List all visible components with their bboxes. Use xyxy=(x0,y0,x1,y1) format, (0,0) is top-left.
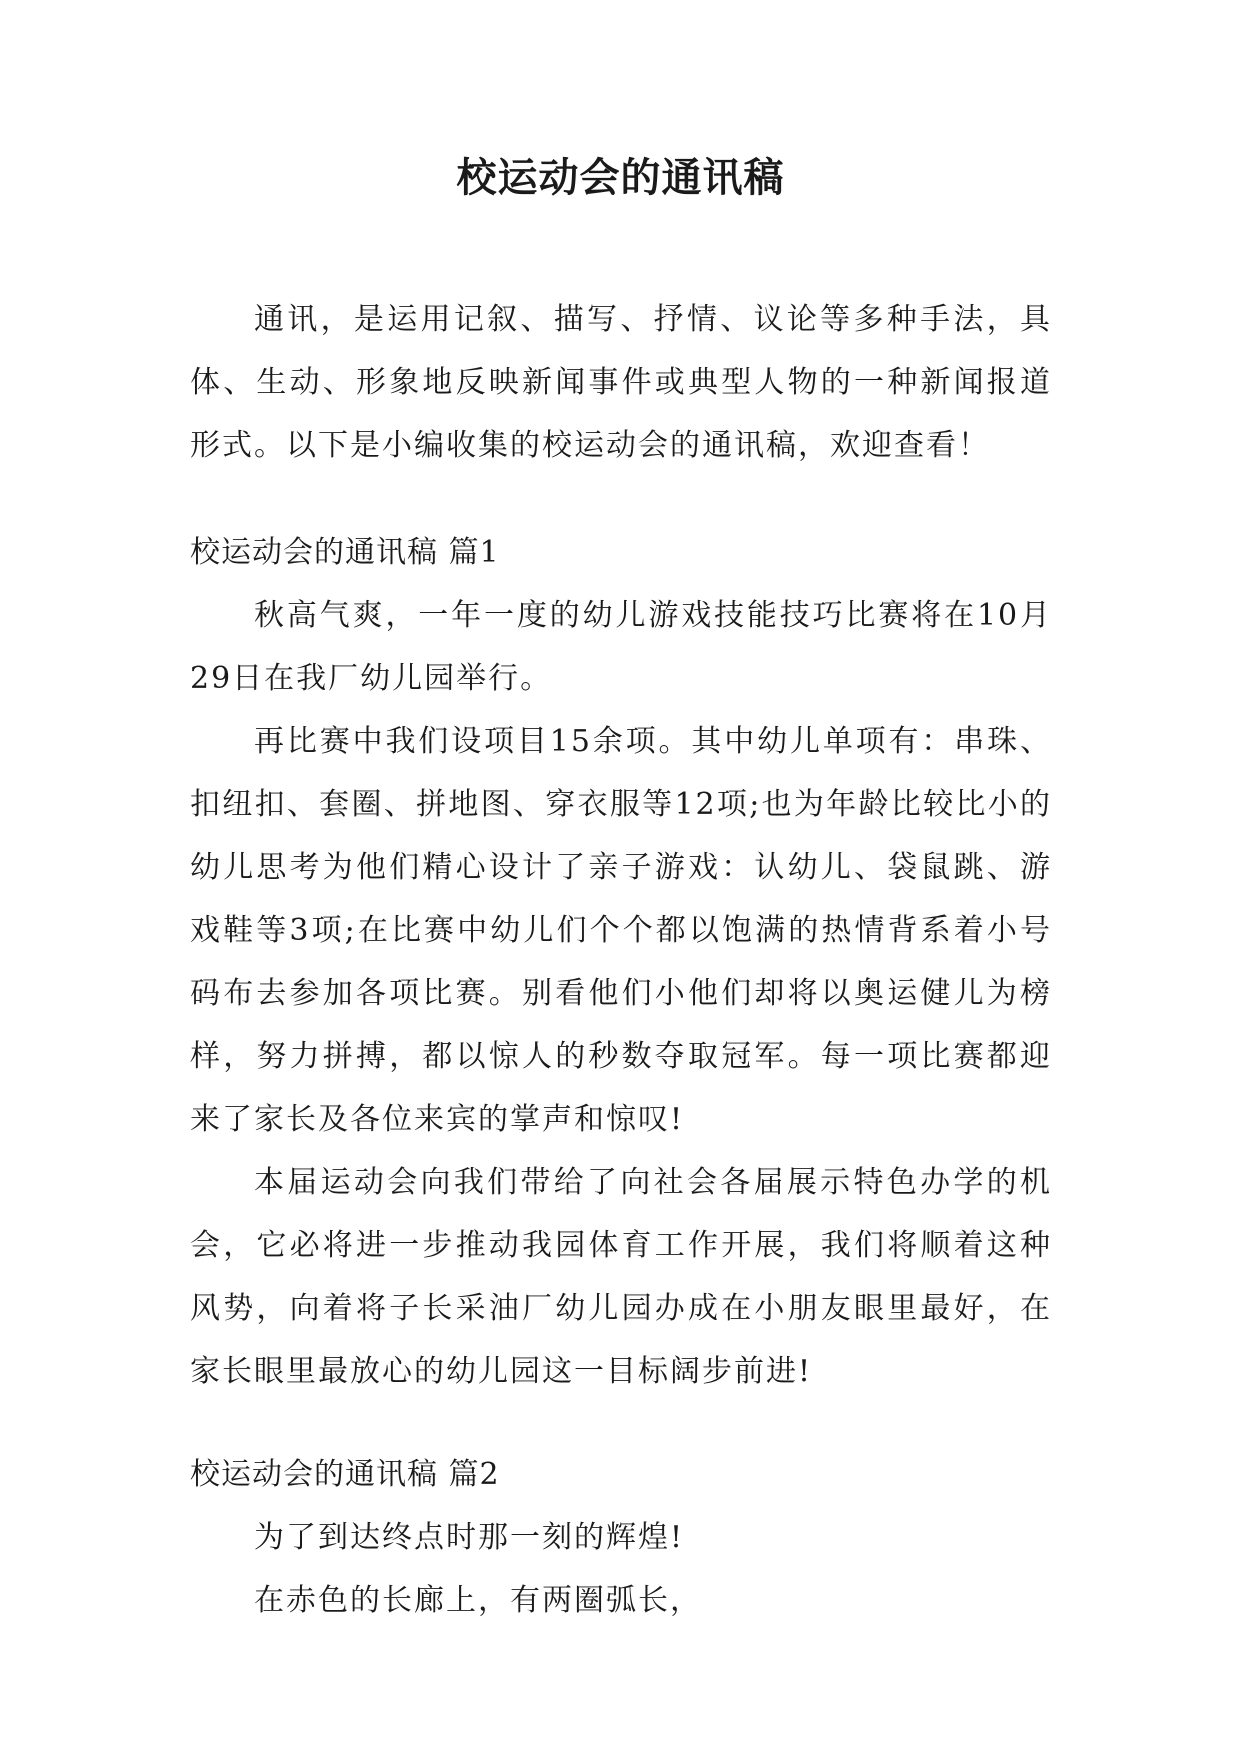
spacer xyxy=(190,1403,1052,1443)
document-body xyxy=(190,288,1052,1632)
section-1 xyxy=(190,521,1052,1403)
paragraph: 本届运动会向我们带给了向社会各届展示特色办学的机会，它必将进一步推动我园体育工作开展，我们将顺着这种风势，向着将子长采油厂幼儿园办成在小朋友眼里最好，在家长眼里最放心的幼儿园这一目标阔步前进! xyxy=(190,1165,1052,1389)
section-heading: 校运动会的通讯稿 篇1 xyxy=(190,535,500,570)
section-heading: 校运动会的通讯稿 篇2 xyxy=(190,1457,500,1492)
document-title: 校运动会的通讯稿 xyxy=(456,155,785,201)
paragraph: 在赤色的长廊上，有两圈弧长， xyxy=(254,1583,702,1618)
paragraph: 秋高气爽，一年一度的幼儿游戏技能技巧比赛将在10月29日在我厂幼儿园举行。 xyxy=(190,598,1052,696)
spacer xyxy=(190,477,1052,521)
section-2 xyxy=(190,1443,1052,1632)
paragraph: 再比赛中我们设项目15余项。其中幼儿单项有：串珠、扣纽扣、套圈、拼地图、穿衣服等12项;也为年龄比较比小的幼儿思考为他们精心设计了亲子游戏：认幼儿、袋鼠跳、游戏鞋等3项;在比赛中幼儿们个个都以饱满的热情背系着小号码布去参加各项比赛。别看他们小他们却将以奥运健儿为榜样，努力拼搏，都以惊人的秒数夺取冠军。每一项比赛都迎来了家长及各位来宾的掌声和惊叹! xyxy=(190,724,1052,1137)
intro-paragraph: 通讯，是运用记叙、描写、抒情、议论等多种手法，具体、生动、形象地反映新闻事件或典型人物的一种新闻报道形式。以下是小编收集的校运动会的通讯稿，欢迎查看！ xyxy=(190,302,1052,463)
paragraph: 为了到达终点时那一刻的辉煌! xyxy=(254,1520,685,1555)
